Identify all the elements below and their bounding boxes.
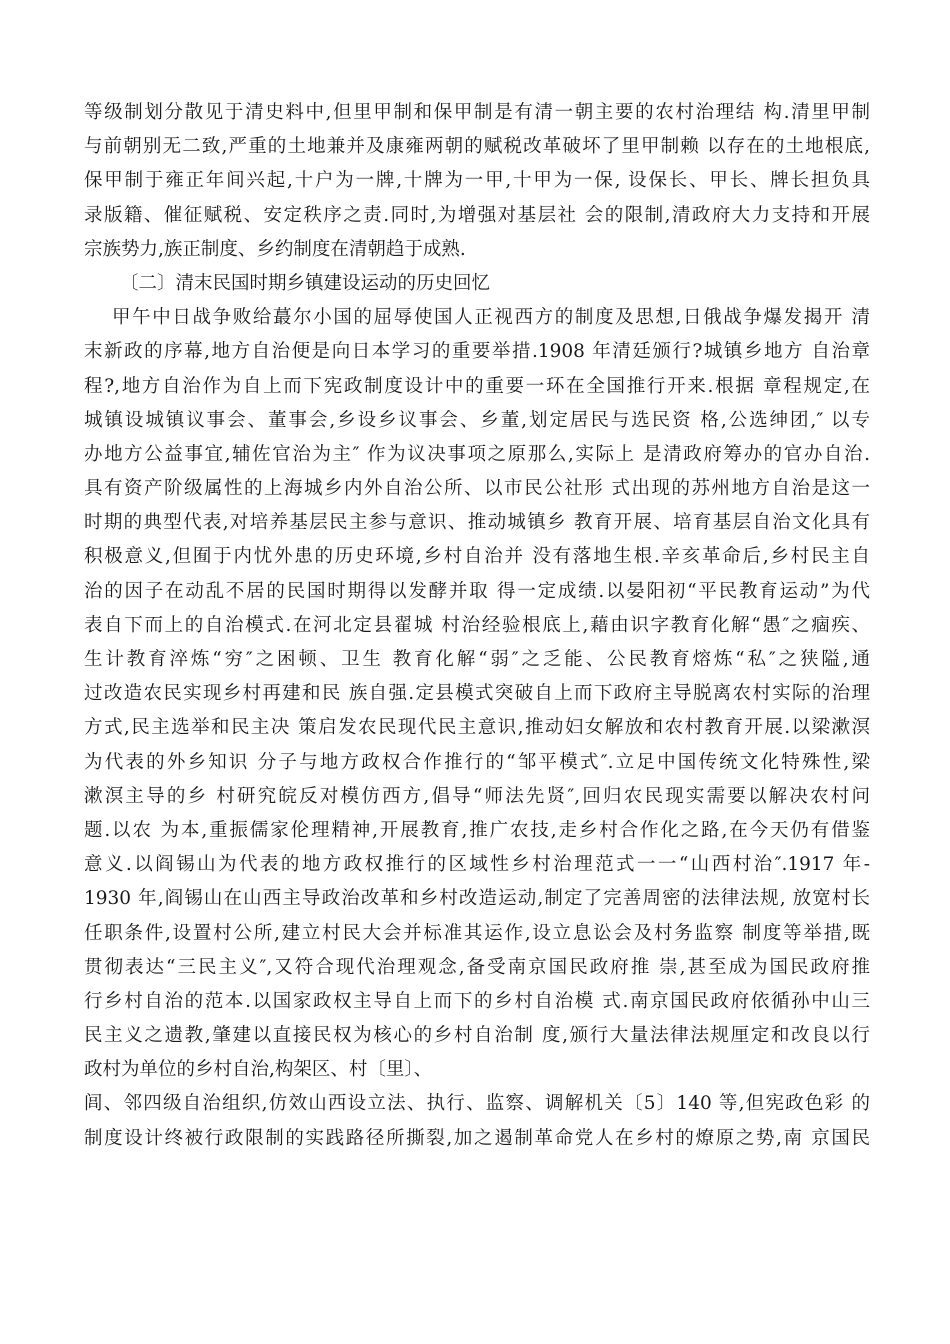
text-line-12: 具有资产阶级属性的上海城乡内外自治公所、以市民公社形 式出现的苏州地方自治是这一 xyxy=(84,478,870,500)
text-line-8: 末新政的序幕,地方自治便是向日本学习的重要举措.1908 年清廷颁行?城镇乡地方 自治章 xyxy=(84,341,870,363)
text-line-22: 题.以农 为本,重振儒家伦理精神,开展教育,推广农技,走乡村合作化之路,在今天仍有借鉴 xyxy=(84,819,870,841)
text-line-29: 政村为单位的乡村自治,构架区、村〔里〕、 xyxy=(84,1059,433,1081)
text-line-3: 保甲制于雍正年间兴起,十户为一牌,十牌为一甲,十甲为一保, 设保长、甲长、牌长担负具 xyxy=(84,170,870,192)
text-line-30: 闾、邻四级自治组织,仿效山西设立法、执行、监察、调解机关〔5〕140 等,但宪政色彩 的 xyxy=(84,1093,870,1115)
text-line-24: 1930 年,阎锡山在山西主导政治改革和乡村改造运动,制定了完善周密的法律法规, 放宽村长 xyxy=(84,888,870,910)
text-line-15: 治的因子在动乱不居的民国时期得以发酵并取 得一定成绩.以晏阳初“平民教育运动”为代 xyxy=(84,580,870,602)
text-line-5: 宗族势力,族正制度、乡约制度在清朝趋于成熟. xyxy=(84,238,466,260)
text-line-18: 过改造农民实现乡村再建和民 族自强.定县模式突破自上而下政府主导脱离农村实际的治理 xyxy=(84,683,870,705)
document-page xyxy=(84,96,870,1156)
text-line-11: 办地方公益事宜,辅佐官治为主″ 作为议决事项之原那么,实际上 是清政府筹办的官办自治. xyxy=(84,443,870,465)
section-heading: 〔二〕清末民国时期乡镇建设运动的历史回忆 xyxy=(120,272,491,294)
text-line-28: 民主义之遗教,肇建以直接民权为核心的乡村自治制 度,颁行大量法律法规厘定和改良以行 xyxy=(84,1025,870,1047)
text-line-13: 时期的典型代表,对培养基层民主参与意识、推动城镇乡 教育开展、培育基层自治文化具有 xyxy=(84,512,870,534)
text-line-10: 城镇设城镇议事会、董事会,乡设乡议事会、乡董,划定居民与选民资 格,公选绅团,″ 以专 xyxy=(84,409,870,431)
text-line-14: 积极意义,但囿于内忧外患的历史环境,乡村自治并 没有落地生根.辛亥革命后,乡村民主自 xyxy=(84,546,870,568)
text-line-1: 等级制划分散见于清史料中,但里甲制和保甲制是有清一朝主要的农村治理结 构.清里甲制 xyxy=(84,102,870,123)
text-line-25: 任职条件,设置村公所,建立村民大会并标准其运作,设立息讼会及村务监察 制度等举措,既 xyxy=(84,922,870,944)
text-line-31: 制度设计终被行政限制的实践路径所撕裂,加之遏制革命党人在乡村的燎原之势,南 京国民 xyxy=(84,1127,870,1149)
text-line-21: 漱溟主导的乡 村研究皖反对模仿西方,倡导“师法先贤″,回归农民现实需要以解决农村问 xyxy=(84,785,870,807)
text-line-17: 生计教育淬炼“穷″之困顿、卫生 教育化解“弱″之乏能、公民教育熔炼“私″之狭隘,通 xyxy=(84,649,870,670)
text-line-20: 为代表的外乡知识 分子与地方政权合作推行的“邹平模式″.立足中国传统文化特殊性,梁 xyxy=(84,751,870,773)
text-line-26: 贯彻表达“三民主义″,又符合现代治理观念,备受南京国民政府推 崇,甚至成为国民政府推 xyxy=(84,956,870,978)
text-line-27: 行乡村自治的范本.以国家政权主导自上而下的乡村自治模 式.南京国民政府依循孙中山三 xyxy=(84,990,870,1012)
text-line-19: 方式,民主选举和民主决 策启发农民现代民主意识,推动妇女解放和农村教育开展.以梁漱溟 xyxy=(84,717,870,739)
text-line-23: 意义.以阎锡山为代表的地方政权推行的区域性乡村治理范式一一“山西村治″.1917 年- xyxy=(84,854,870,876)
text-line-4: 录版籍、催征赋税、安定秩序之责.同时,为增强对基层社 会的限制,清政府大力支持和开展 xyxy=(84,204,870,226)
text-line-2: 与前朝别无二致,严重的土地兼并及康雍两朝的赋税改革破坏了里甲制赖 以存在的土地根底, xyxy=(84,136,870,158)
text-line-16: 表自下而上的自治模式.在河北定县翟城 村治经验根底上,藉由识字教育化解“愚″之痼疾、 xyxy=(84,614,870,636)
text-line-7: 甲午中日战争败给蕞尔小国的屈辱使国人正视西方的制度及思想,日俄战争爆发揭开 清 xyxy=(112,307,870,329)
text-line-9: 程?,地方自治作为自上而下宪政制度设计中的重要一环在全国推行开来.根据 章程规定,在 xyxy=(84,375,870,397)
